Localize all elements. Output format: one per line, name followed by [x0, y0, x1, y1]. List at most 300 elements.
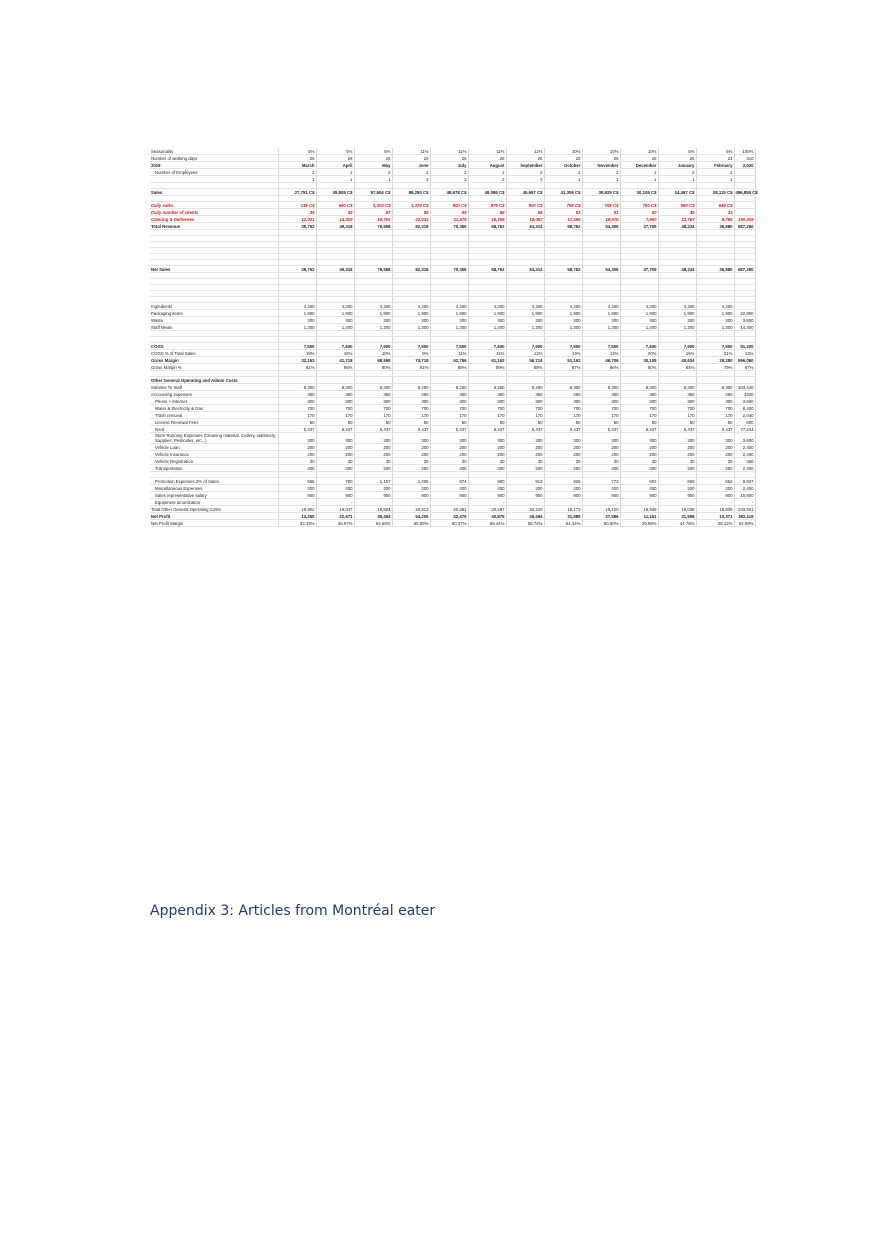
opex-header-cell: [582, 377, 620, 384]
vehicle-loan-cell: 200: [696, 444, 734, 451]
total-opex-cell: 20,513: [392, 506, 430, 513]
equipment-cell: -: [582, 499, 620, 506]
rent-cell: 6,437: [620, 426, 658, 433]
trash-cell: 170: [468, 412, 506, 419]
row-license: [150, 419, 755, 426]
cogs-pct-cell: 12%: [506, 350, 544, 357]
transportation-label: Transportation: [150, 465, 278, 472]
working-days-cell: 26: [658, 155, 696, 162]
salaries-cell: 103,440: [734, 384, 755, 391]
opex-header-cell: [696, 377, 734, 384]
rent-cell: 6,437: [582, 426, 620, 433]
waste-cell: 3,600: [734, 317, 755, 324]
opex-header-cell: [734, 377, 755, 384]
row-accounting: [150, 391, 755, 398]
equipment-cell: -: [658, 499, 696, 506]
seasonality-cell: 10%: [544, 148, 582, 155]
sales-rep-cell: 900: [544, 492, 582, 499]
phone-cell: 300: [430, 398, 468, 405]
trash-cell: 170: [696, 412, 734, 419]
employees-2-label: [150, 176, 278, 183]
seasonality-cell: 11%: [506, 148, 544, 155]
gross-margin-pct-cell: 89%: [468, 364, 506, 371]
vehicle-loan-cell: 200: [468, 444, 506, 451]
packaging-cell: 1,900: [582, 310, 620, 317]
employees-1-cell: 2: [696, 169, 734, 176]
ingredients-cell: 4,200: [354, 303, 392, 310]
employees-1-cell: 2: [468, 169, 506, 176]
water-cell: 700: [582, 405, 620, 412]
sales-rep-cell: 10,800: [734, 492, 755, 499]
cogs-cell: 7,600: [316, 343, 354, 350]
cogs-cell: 7,600: [658, 343, 696, 350]
catering-cell: 7,600: [620, 216, 658, 223]
total-revenue-cell: 70,356: [430, 223, 468, 230]
gross-margin-pct-label: Gross Margin %: [150, 364, 278, 371]
license-cell: 50: [354, 419, 392, 426]
vehicle-insurance-cell: 2,400: [734, 451, 755, 458]
net-sales-cell: 37,709: [620, 266, 658, 273]
total-opex-cell: 20,287: [468, 506, 506, 513]
month-header-cell: 2,020: [734, 162, 755, 169]
rent-cell: 6,437: [506, 426, 544, 433]
water-cell: 8,400: [734, 405, 755, 412]
vehicle-insurance-cell: 200: [544, 451, 582, 458]
daily-sales-cell: [734, 202, 755, 209]
row-rent: [150, 426, 755, 433]
opex-header-cell: [468, 377, 506, 384]
employees-1-cell: 2: [544, 169, 582, 176]
salaries-cell: 8,300: [354, 384, 392, 391]
ingredients-cell: 4,200: [392, 303, 430, 310]
vehicle-insurance-cell: 200: [696, 451, 734, 458]
packaging-cell: 1,900: [506, 310, 544, 317]
total-opex-cell: 19,173: [544, 506, 582, 513]
ingredients-cell: 4,200: [620, 303, 658, 310]
store-running-cell: 3,600: [734, 433, 755, 444]
license-cell: 50: [620, 419, 658, 426]
license-cell: 50: [658, 419, 696, 426]
ingredients-cell: 4,200: [278, 303, 316, 310]
row-daily-clients: [150, 209, 755, 216]
row-waste: [150, 317, 755, 324]
cogs-pct-cell: 13%: [544, 350, 582, 357]
daily-sales-cell: 690 C$: [658, 202, 696, 209]
rent-cell: 6,437: [278, 426, 316, 433]
vehicle-registration-cell: 30: [278, 458, 316, 465]
staff-meals-cell: 1,200: [468, 324, 506, 331]
seasonality-cell: 6%: [354, 148, 392, 155]
total-revenue-cell: 39,752: [278, 223, 316, 230]
cogs-pct-cell: 16%: [658, 350, 696, 357]
cogs-pct-cell: 19%: [278, 350, 316, 357]
month-header-cell: March: [278, 162, 316, 169]
vehicle-loan-cell: 200: [392, 444, 430, 451]
sales-cell: 30,109 C$: [620, 189, 658, 196]
sales-cell: 24,467 C$: [658, 189, 696, 196]
month-header-label: 2019: [150, 162, 278, 169]
cogs-pct-cell: 13%: [734, 350, 755, 357]
daily-sales-cell: 1,375 C$: [392, 202, 430, 209]
vehicle-registration-cell: 30: [696, 458, 734, 465]
license-cell: 50: [430, 419, 468, 426]
net-profit-cell: 36,494: [506, 513, 544, 520]
vehicle-loan-cell: 200: [354, 444, 392, 451]
packaging-cell: 1,900: [354, 310, 392, 317]
salaries-cell: 8,300: [582, 384, 620, 391]
net-sales-cell: 36,880: [696, 266, 734, 273]
sales-cell: 28,115 C$: [696, 189, 734, 196]
daily-clients-cell: 59: [430, 209, 468, 216]
transportation-cell: 200: [658, 465, 696, 472]
daily-clients-cell: [734, 209, 755, 216]
daily-clients-cell: 45: [316, 209, 354, 216]
seasonality-cell: 11%: [430, 148, 468, 155]
store-running-cell: 300: [696, 433, 734, 444]
vehicle-insurance-label: Vehicle Insurance: [150, 451, 278, 458]
transportation-cell: 200: [506, 465, 544, 472]
cogs-cell: 7,600: [354, 343, 392, 350]
gross-margin-cell: 51,162: [544, 357, 582, 364]
daily-clients-cell: 35: [278, 209, 316, 216]
equipment-cell: -: [468, 499, 506, 506]
ingredients-cell: 4,200: [468, 303, 506, 310]
row-store-running: [150, 433, 755, 444]
row-water: [150, 405, 755, 412]
working-days-cell: 26: [582, 155, 620, 162]
employees-2-cell: 1: [582, 176, 620, 183]
license-cell: 50: [506, 419, 544, 426]
daily-sales-cell: 875 C$: [468, 202, 506, 209]
catering-cell: 18,057: [506, 216, 544, 223]
equipment-cell: -: [696, 499, 734, 506]
cogs-pct-cell: 11%: [468, 350, 506, 357]
row-ingredients: [150, 303, 755, 310]
gross-margin-cell: 68,958: [354, 357, 392, 364]
water-cell: 700: [278, 405, 316, 412]
row-cogs: [150, 343, 755, 350]
catering-cell: 12,001: [278, 216, 316, 223]
phone-cell: 300: [468, 398, 506, 405]
accounting-cell: 360: [544, 391, 582, 398]
phone-label: Phone + Internet: [150, 398, 278, 405]
row-total-opex: [150, 506, 755, 513]
working-days-cell: 24: [696, 155, 734, 162]
vehicle-insurance-cell: 200: [620, 451, 658, 458]
waste-cell: 300: [696, 317, 734, 324]
net-sales-cell: 70,356: [430, 266, 468, 273]
vehicle-registration-cell: 30: [506, 458, 544, 465]
water-cell: 700: [430, 405, 468, 412]
equipment-cell: -: [544, 499, 582, 506]
vehicle-registration-cell: 30: [544, 458, 582, 465]
net-profit-cell: 31,989: [544, 513, 582, 520]
daily-sales-label: Daily sales: [150, 202, 278, 209]
vehicle-registration-cell: 30: [658, 458, 696, 465]
net-profit-cell: 22,671: [316, 513, 354, 520]
net-profit-margin-cell: 64.60%: [354, 520, 392, 527]
row-salaries: [150, 384, 755, 391]
opex-header-cell: [620, 377, 658, 384]
net-sales-cell: 39,752: [278, 266, 316, 273]
cogs-cell: 7,600: [392, 343, 430, 350]
equipment-cell: -: [620, 499, 658, 506]
sales-cell: 39,629 C$: [582, 189, 620, 196]
daily-clients-cell: 45: [658, 209, 696, 216]
promotion-cell: 9,937: [734, 478, 755, 485]
net-profit-cell: 49,454: [354, 513, 392, 520]
equipment-cell: -: [392, 499, 430, 506]
daily-sales-cell: 690 C$: [316, 202, 354, 209]
staff-meals-cell: 1,200: [278, 324, 316, 331]
month-header-cell: January: [658, 162, 696, 169]
row-phone: [150, 398, 755, 405]
gross-margin-cell: 596,060: [734, 357, 755, 364]
row-cogs-pct: [150, 350, 755, 357]
net-sales-cell: 68,762: [468, 266, 506, 273]
cogs-cell: 7,600: [430, 343, 468, 350]
working-days-cell: 310: [734, 155, 755, 162]
net-profit-cell: 10,371: [696, 513, 734, 520]
misc-cell: 200: [278, 485, 316, 492]
misc-cell: 200: [430, 485, 468, 492]
promotion-cell: 980: [468, 478, 506, 485]
packaging-cell: 1,900: [278, 310, 316, 317]
waste-cell: 300: [278, 317, 316, 324]
transportation-cell: 200: [544, 465, 582, 472]
working-days-cell: 26: [468, 155, 506, 162]
promotion-cell: 555: [278, 478, 316, 485]
gross-margin-pct-cell: 89%: [430, 364, 468, 371]
vehicle-loan-label: Vehicle Loan: [150, 444, 278, 451]
row-transportation: [150, 465, 755, 472]
working-days-cell: 26: [392, 155, 430, 162]
total-revenue-cell: 68,762: [468, 223, 506, 230]
employees-1-cell: 2: [620, 169, 658, 176]
net-profit-cell: 11,161: [620, 513, 658, 520]
cogs-pct-cell: 15%: [316, 350, 354, 357]
promotion-cell: 913: [506, 478, 544, 485]
sales-rep-cell: 900: [506, 492, 544, 499]
trash-cell: 170: [582, 412, 620, 419]
phone-cell: 3,600: [734, 398, 755, 405]
vehicle-registration-cell: 30: [392, 458, 430, 465]
store-running-cell: 300: [658, 433, 696, 444]
vehicle-insurance-cell: 200: [430, 451, 468, 458]
net-profit-margin-cell: 33.33%: [278, 520, 316, 527]
total-revenue-cell: 64,314: [506, 223, 544, 230]
employees-2-cell: 2: [468, 176, 506, 183]
transportation-cell: 200: [696, 465, 734, 472]
salaries-cell: 9,260: [392, 384, 430, 391]
store-running-cell: 300: [582, 433, 620, 444]
rent-cell: 77,244: [734, 426, 755, 433]
month-header-cell: December: [620, 162, 658, 169]
vehicle-insurance-cell: 200: [468, 451, 506, 458]
vehicle-registration-cell: 30: [316, 458, 354, 465]
packaging-cell: 1,900: [392, 310, 430, 317]
employees-1-cell: 2: [392, 169, 430, 176]
opex-header-cell: [354, 377, 392, 384]
water-label: Water & Electricity & Gas: [150, 405, 278, 412]
staff-meals-cell: 1,200: [544, 324, 582, 331]
total-revenue-cell: 48,234: [658, 223, 696, 230]
total-opex-cell: 20,220: [506, 506, 544, 513]
sales-cell: 45,657 C$: [506, 189, 544, 196]
misc-cell: 200: [392, 485, 430, 492]
employees-2-cell: 2: [392, 176, 430, 183]
working-days-cell: 26: [506, 155, 544, 162]
sales-cell: 48,678 C$: [430, 189, 468, 196]
phone-cell: 300: [506, 398, 544, 405]
sales-cell: 49,086 C$: [468, 189, 506, 196]
net-sales-label: Net Sales: [150, 266, 278, 273]
staff-meals-label: Staff Meals: [150, 324, 278, 331]
net-profit-cell: 54,205: [392, 513, 430, 520]
waste-cell: 300: [468, 317, 506, 324]
total-opex-cell: 18,902: [278, 506, 316, 513]
cogs-cell: 7,600: [278, 343, 316, 350]
month-header-cell: November: [582, 162, 620, 169]
gross-margin-pct-cell: 90%: [354, 364, 392, 371]
net-profit-cell: 42,475: [430, 513, 468, 520]
sales-rep-cell: 900: [278, 492, 316, 499]
seasonality-cell: 100%: [734, 148, 755, 155]
vehicle-registration-cell: 30: [354, 458, 392, 465]
transportation-cell: 200: [468, 465, 506, 472]
phone-cell: 300: [354, 398, 392, 405]
trash-cell: 170: [430, 412, 468, 419]
salaries-label: Salaries To Staff: [150, 384, 278, 391]
store-running-cell: 300: [392, 433, 430, 444]
seasonality-cell: 11%: [392, 148, 430, 155]
total-opex-cell: 19,036: [658, 506, 696, 513]
packaging-cell: 1,900: [468, 310, 506, 317]
sales-cell: 27,751 C$: [278, 189, 316, 196]
misc-cell: 2,400: [734, 485, 755, 492]
daily-sales-cell: 645 C$: [696, 202, 734, 209]
water-cell: 700: [696, 405, 734, 412]
month-header-cell: May: [354, 162, 392, 169]
misc-cell: 200: [658, 485, 696, 492]
net-profit-cell: 40,875: [468, 513, 506, 520]
row-vehicle-loan: [150, 444, 755, 451]
rent-cell: 6,437: [658, 426, 696, 433]
accounting-cell: 360: [582, 391, 620, 398]
license-cell: 50: [392, 419, 430, 426]
waste-cell: 300: [392, 317, 430, 324]
trash-cell: 170: [506, 412, 544, 419]
vehicle-insurance-cell: 200: [316, 451, 354, 458]
catering-label: Catering & Deliveries: [150, 216, 278, 223]
vehicle-insurance-cell: 200: [658, 451, 696, 458]
promotion-cell: 1,206: [392, 478, 430, 485]
employees-2-cell: 2: [430, 176, 468, 183]
catering-cell: 15,676: [582, 216, 620, 223]
daily-sales-cell: 900 C$: [430, 202, 468, 209]
accounting-cell: 360: [658, 391, 696, 398]
promotion-label: Promotion Expenses 2% of Sales: [150, 478, 278, 485]
employees-2-cell: 2: [506, 176, 544, 183]
phone-cell: 300: [582, 398, 620, 405]
license-cell: 50: [544, 419, 582, 426]
accounting-cell: 360: [468, 391, 506, 398]
daily-clients-cell: 51: [582, 209, 620, 216]
employees-1-label: Number of Employees: [150, 169, 278, 176]
row-misc: [150, 485, 755, 492]
gross-margin-cell: 41,718: [316, 357, 354, 364]
sales-rep-cell: 900: [316, 492, 354, 499]
row-sales-rep: [150, 492, 755, 499]
promotion-cell: 700: [316, 478, 354, 485]
opex-header-cell: [316, 377, 354, 384]
seasonality-cell: 5%: [278, 148, 316, 155]
vehicle-registration-cell: 360: [734, 458, 755, 465]
staff-meals-cell: 1,200: [620, 324, 658, 331]
catering-cell: 19,756: [468, 216, 506, 223]
staff-meals-cell: 1,200: [506, 324, 544, 331]
equipment-cell: -: [316, 499, 354, 506]
staff-meals-cell: 1,200: [582, 324, 620, 331]
employees-1-cell: 2: [354, 169, 392, 176]
promotion-cell: 974: [430, 478, 468, 485]
sales-rep-cell: 900: [696, 492, 734, 499]
employees-2-cell: 1: [278, 176, 316, 183]
store-running-cell: 300: [506, 433, 544, 444]
transportation-cell: 200: [392, 465, 430, 472]
transportation-cell: 200: [278, 465, 316, 472]
license-cell: 50: [278, 419, 316, 426]
financial-spreadsheet: [150, 148, 756, 527]
gross-margin-cell: 29,280: [696, 357, 734, 364]
net-profit-margin-cell: 28.12%: [696, 520, 734, 527]
vehicle-registration-cell: 30: [430, 458, 468, 465]
promotion-cell: 1,157: [354, 478, 392, 485]
accounting-cell: 4320: [734, 391, 755, 398]
employees-2-cell: 1: [354, 176, 392, 183]
vehicle-registration-cell: 30: [582, 458, 620, 465]
daily-clients-cell: 85: [392, 209, 430, 216]
cogs-cell: 7,600: [582, 343, 620, 350]
row-total-revenue: [150, 223, 755, 230]
gross-margin-cell: 40,634: [658, 357, 696, 364]
opex-header-cell: [544, 377, 582, 384]
vehicle-loan-cell: 200: [506, 444, 544, 451]
trash-cell: 170: [392, 412, 430, 419]
sales-cell: 35,809 C$: [316, 189, 354, 196]
waste-cell: 300: [506, 317, 544, 324]
sales-cell: 88,284 C$: [392, 189, 430, 196]
cogs-pct-cell: 9%: [392, 350, 430, 357]
vehicle-registration-label: Vehicle Registration: [150, 458, 278, 465]
waste-cell: 300: [544, 317, 582, 324]
rent-cell: 6,437: [316, 426, 354, 433]
trash-label: Trash removal: [150, 412, 278, 419]
ingredients-cell: [734, 303, 755, 310]
water-cell: 700: [354, 405, 392, 412]
misc-cell: 200: [582, 485, 620, 492]
employees-2-cell: 1: [696, 176, 734, 183]
row-catering: [150, 216, 755, 223]
sales-rep-cell: 900: [354, 492, 392, 499]
seasonality-cell: 5%: [696, 148, 734, 155]
water-cell: 700: [506, 405, 544, 412]
equipment-label: Equipment amortization: [150, 499, 278, 506]
employees-1-cell: 2: [658, 169, 696, 176]
net-profit-margin-cell: 50.80%: [582, 520, 620, 527]
seasonality-cell: 10%: [582, 148, 620, 155]
ingredients-cell: 4,200: [658, 303, 696, 310]
